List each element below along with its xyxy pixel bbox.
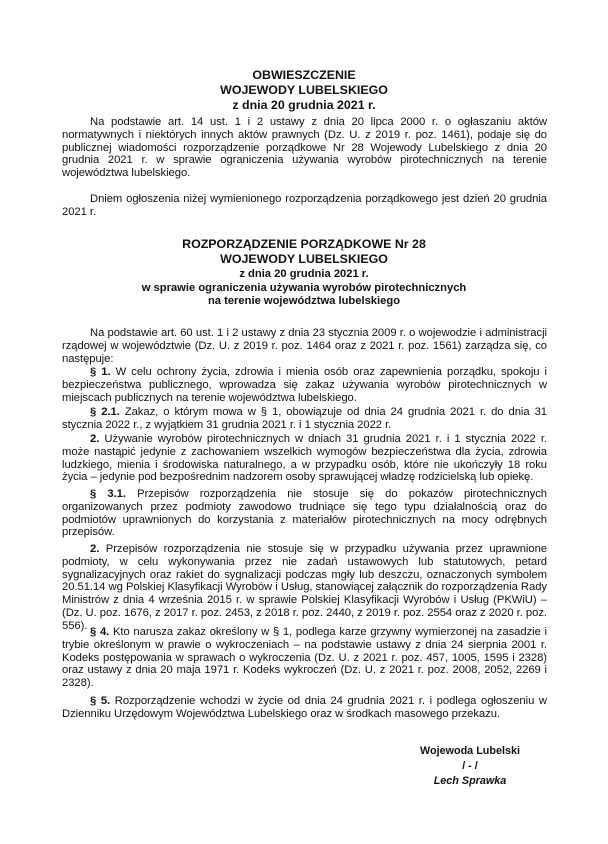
section-5	[62, 695, 547, 721]
section-5-label: § 5.	[90, 695, 111, 707]
section-4-text: Kto narusza zakaz określony w § 1, podlega karze grzywny wymierzonej na zasadzie i trybie określonym w prawie o wykroczeniach – na podstawie ustawy z dnia 24 sierpnia 2001 r. Kodeks postępowania w sprawach o wykroczenia (Dz. U. z 2021 r. poz. 457, 1005, 1595 i 2328) oraz ustawy z dnia 20 maja 1971 r. Kodeks wykroczeń (Dz. U. z 2021 r. poz. 2008, 2052, 2269 i 2328).	[62, 626, 547, 690]
signature-role: Wojewoda Lubelski	[420, 745, 520, 757]
regulation-title-line1: ROZPORZĄDZENIE PORZĄDKOWE Nr 28	[182, 237, 426, 251]
signature-mark: / - /	[462, 760, 478, 772]
section-3-1-label: § 3.1.	[90, 488, 126, 500]
section-2-1	[62, 406, 547, 432]
signature-block	[400, 744, 540, 789]
section-1-label: § 1.	[90, 366, 111, 378]
section-3-1-text: Przepisów rozporządzenia nie stosuje się do pokazów pirotechnicznych organizowanych przez podmioty zawodowo trudniące się tego typu działalnością oraz do podmiotów uprawnionych do korzystania z materiałów pirotechnicznych na mocy odrębnych przepisów.	[62, 488, 547, 539]
regulation-intro: Na podstawie art. 60 ust. 1 i 2 ustawy z dnia 23 stycznia 2009 r. o wojewodzie i administracji rządowej w województwie (Dz. U. z 2019 r. poz. 1464 oraz z 2021 r. poz. 1561) zarządza się, co następuje:	[62, 327, 547, 365]
section-3-1	[62, 488, 547, 539]
section-2-2-label: 2.	[90, 433, 100, 445]
regulation-subject-line2: na terenie województwa lubelskiego	[207, 295, 401, 308]
section-4-label: § 4.	[90, 626, 110, 638]
signature-name: Lech Sprawka	[433, 775, 507, 787]
notice-title-line1: OBWIESZCZENIE	[252, 68, 356, 82]
section-3-2-label: 2.	[90, 543, 100, 555]
regulation-date: z dnia 20 grudnia 2021 r.	[239, 268, 369, 280]
section-2-1-label: § 2.1.	[90, 406, 120, 418]
section-2-2	[62, 433, 547, 484]
notice-paragraph-1: Na podstawie art. 14 ust. 1 i 2 ustawy z dnia 20 lipca 2000 r. o ogłaszaniu aktów normatywnych i niektórych innych aktów prawnych (Dz. U. z 2019 r. poz. 1461), podaje się do publicznej wiadomości rozporządzenie porządkowe Nr 28 Wojewody Lubelskiego z dnia 20 grudnia 2021 r. w sprawie ograniczenia używania wyrobów pirotechnicznych na terenie województwa lubelskiego.	[62, 116, 547, 180]
section-1	[62, 366, 547, 404]
section-3-2-text: Przepisów rozporządzenia nie stosuje się w przypadku używania przez uprawnione podmioty, w celu wykonywania przez nie zadań ustawowych lub statutowych, petard sygnalizacyjnych oraz rakiet do sygnalizacji podczas mgły lub deszczu, oznaczonych symbolem 20.51.14 wg Polskiej Klasyfikacji Wyrobów i Usług, stanowiącej załącznik do rozporządzenia Rady Ministrów z dnia 4 września 2015 r. w sprawie Polskiej Klasyfikacji Wyrobów i Usług (PKWiU) – (Dz. U. poz. 1676, z 2017 r. poz. 2453, z 2018 r. poz. 2440, z 2019 r. poz. 2554 oraz z 2020 r. poz. 556).	[62, 543, 547, 632]
section-4	[62, 626, 547, 690]
section-2-2-text: Używanie wyrobów pirotechnicznych w dniach 31 grudnia 2021 r. i 1 stycznia 2022 r. może nastąpić jedynie z zachowaniem wszelkich wymogów bezpieczeństwa dla życia, zdrowia ludzkiego, mienia i środowiska naturalnego, a w przypadku osób, które nie ukończyły 18 roku życia – jedynie pod bezpośrednim nadzorem osoby sprawującej władzę rodzicielską lub opiekę.	[62, 433, 547, 484]
section-3-2	[62, 543, 547, 633]
notice-date: z dnia 20 grudnia 2021 r.	[232, 98, 376, 112]
regulation-title	[0, 237, 608, 267]
section-2-1-text: Zakaz, o którym mowa w § 1, obowiązuje od dnia 24 grudnia 2021 r. do dnia 31 stycznia 2022 r., z wyjątkiem 31 grudnia 2021 r. i 1 stycznia 2022 r.	[62, 406, 547, 431]
notice-title	[0, 68, 608, 113]
notice-paragraph-2: Dniem ogłoszenia niżej wymienionego rozporządzenia porządkowego jest dzień 20 grudnia 2021 r.	[62, 193, 547, 218]
regulation-subtitle	[0, 268, 608, 309]
regulation-subject-line1: w sprawie ograniczenia używania wyrobów pirotechnicznych	[141, 281, 467, 294]
section-5-text: Rozporządzenie wchodzi w życie od dnia 24 grudnia 2021 r. i podlega ogłoszeniu w Dzienniku Urzędowym Województwa Lubelskiego oraz w środkach masowego przekazu.	[62, 695, 547, 720]
notice-title-line2: WOJEWODY LUBELSKIEGO	[220, 83, 388, 97]
section-1-text: W celu ochrony życia, zdrowia i mienia osób oraz zapewnienia porządku, spokoju i bezpieczeństwa publicznego, wprowadza się zakaz używania wyrobów pirotechnicznych w miejscach publicznych na terenie województwa lubelskiego.	[62, 366, 547, 404]
regulation-title-line2: WOJEWODY LUBELSKIEGO	[220, 252, 388, 266]
